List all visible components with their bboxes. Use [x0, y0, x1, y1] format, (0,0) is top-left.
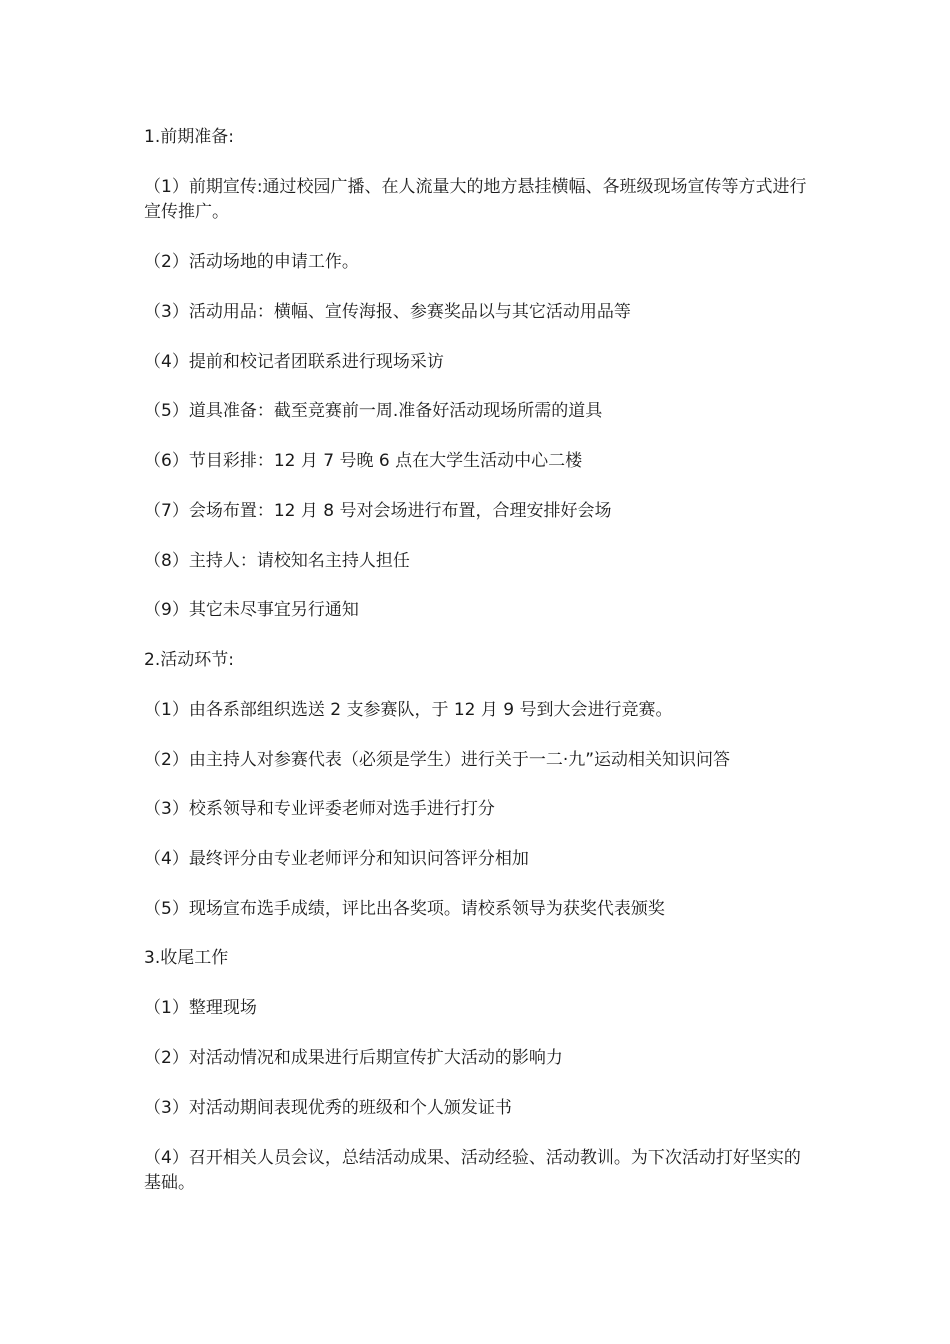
list-item: （1）前期宣传:通过校园广播、在人流量大的地方悬挂横幅、各班级现场宣传等方式进行宣传推广。 [144, 177, 807, 222]
list-item: （9）其它未尽事宜另行通知 [144, 600, 359, 620]
list-item: （6）节目彩排：12 月 7 号晚 6 点在大学生活动中心二楼 [144, 451, 583, 471]
section-heading-1: 1.前期准备: [144, 127, 234, 147]
list-item: （1）整理现场 [144, 998, 257, 1018]
list-item: （8）主持人：请校知名主持人担任 [144, 551, 410, 571]
list-item: （3）活动用品：横幅、宣传海报、参赛奖品以与其它活动用品等 [144, 302, 631, 322]
list-item: （2）由主持人对参赛代表（必须是学生）进行关于一二·九”运动相关知识问答 [144, 750, 731, 770]
list-item: （2）活动场地的申请工作。 [144, 252, 359, 272]
list-item: （1）由各系部组织选送 2 支参赛队，于 12 月 9 号到大会进行竞赛。 [144, 700, 673, 720]
list-item: （5）道具准备：截至竞赛前一周.准备好活动现场所需的道具 [144, 401, 603, 421]
list-item: （4）提前和校记者团联系进行现场采访 [144, 352, 444, 372]
section-heading-3: 3.收尾工作 [144, 948, 229, 968]
list-item: （3）对活动期间表现优秀的班级和个人颁发证书 [144, 1098, 512, 1118]
section-heading-2: 2.活动环节: [144, 650, 234, 670]
list-item: （4）最终评分由专业老师评分和知识问答评分相加 [144, 849, 529, 869]
list-item: （5）现场宣布选手成绩，评比出各奖项。请校系领导为获奖代表颁奖 [144, 899, 665, 919]
list-item: （2）对活动情况和成果进行后期宣传扩大活动的影响力 [144, 1048, 563, 1068]
list-item: （3）校系领导和专业评委老师对选手进行打分 [144, 799, 495, 819]
list-item: （4）召开相关人员会议，总结活动成果、活动经验、活动教训。为下次活动打好坚实的基础。 [144, 1148, 801, 1193]
list-item: （7）会场布置：12 月 8 号对会场进行布置，合理安排好会场 [144, 501, 612, 521]
